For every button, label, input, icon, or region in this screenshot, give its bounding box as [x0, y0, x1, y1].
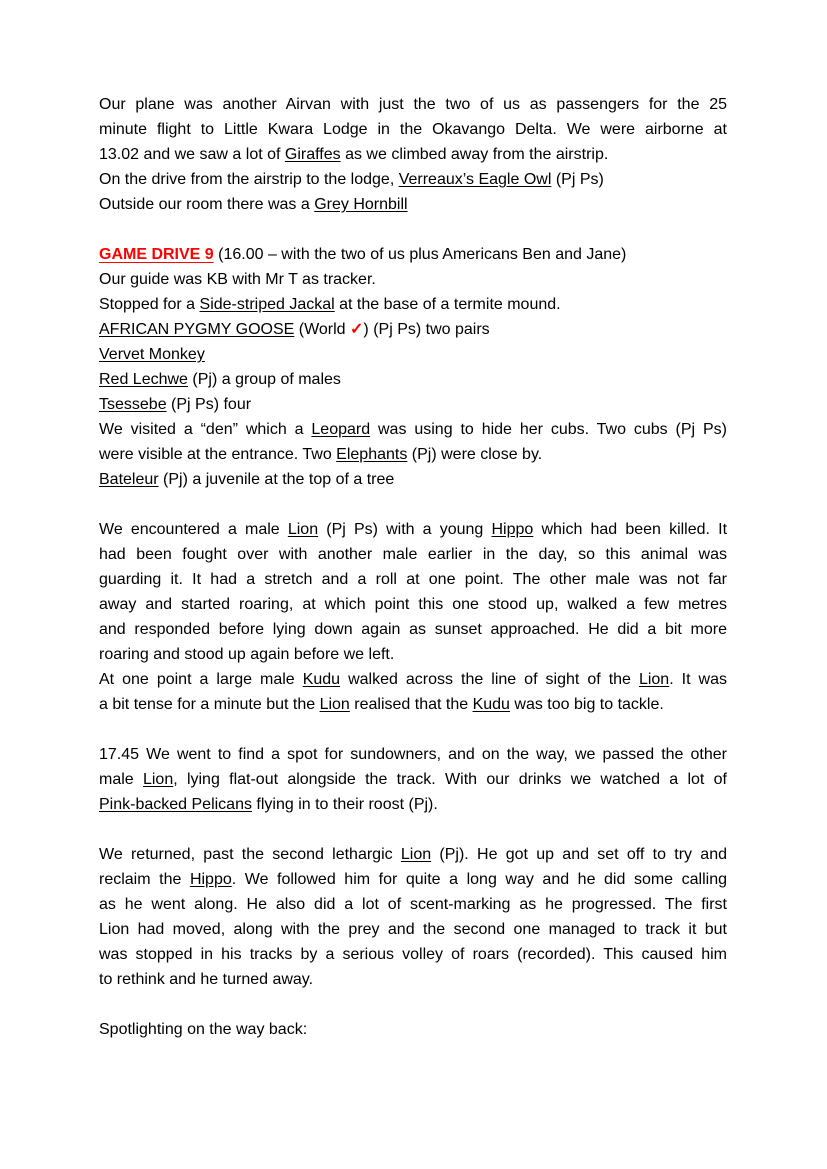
underlined-term: Elephants — [336, 446, 408, 463]
body-text: At one point a large male — [99, 671, 303, 688]
body-text: was too big to tackle. — [509, 696, 664, 713]
underlined-term: Kudu — [472, 696, 510, 713]
text-line — [99, 317, 727, 342]
body-text: had been fought over with another male earlier in the day, so this animal was — [99, 546, 727, 563]
text-line — [99, 517, 727, 542]
underlined-term: Kudu — [302, 671, 341, 688]
blank-line — [99, 992, 727, 1017]
body-text: Our guide was KB with Mr T as tracker. — [99, 271, 376, 288]
blank-line — [99, 817, 727, 842]
text-line — [99, 642, 727, 667]
text-line — [99, 142, 727, 167]
body-text: (Pj). He got up and set off to try and — [431, 846, 727, 863]
underlined-term: Giraffes — [284, 146, 341, 163]
body-text: We visited a “den” which a — [99, 421, 312, 438]
text-line — [99, 442, 727, 467]
body-text: We returned, past the second lethargic — [99, 846, 401, 863]
text-line — [99, 967, 727, 992]
text-line — [99, 367, 727, 392]
text-line — [99, 267, 727, 292]
body-text: (Pj) a group of males — [187, 371, 341, 388]
text-line — [99, 692, 727, 717]
body-text: to rethink and he turned away. — [99, 971, 314, 988]
underlined-term: Bateleur — [99, 471, 159, 488]
text-line — [99, 667, 727, 692]
checkmark-icon: ✓ — [350, 321, 364, 338]
body-text: ) (Pj Ps) two pairs — [363, 321, 490, 338]
text-line — [99, 467, 727, 492]
body-text: Spotlighting on the way back: — [99, 1021, 308, 1038]
underlined-term: Hippo — [189, 871, 232, 888]
underlined-term: Hippo — [491, 521, 534, 538]
underlined-term: Tsessebe — [99, 396, 167, 413]
text-line — [99, 917, 727, 942]
text-line — [99, 117, 727, 142]
text-line — [99, 167, 727, 192]
body-text: (Pj Ps) four — [166, 396, 252, 413]
underlined-term: Lion — [142, 771, 174, 788]
text-line — [99, 767, 727, 792]
underlined-term: Lion — [400, 846, 432, 863]
body-text: We encountered a male — [99, 521, 288, 538]
body-text: 13.02 and we saw a lot of — [99, 146, 285, 163]
underlined-term: Red Lechwe — [99, 371, 188, 388]
body-text: 17.45 We went to find a spot for sundowners, and on the way, we passed the other — [99, 746, 727, 763]
underlined-term: AFRICAN PYGMY GOOSE — [99, 321, 295, 338]
body-text: (Pj Ps) — [551, 171, 604, 188]
body-text: guarding it. It had a stretch and a roll at one point. The other male was not far — [99, 571, 727, 588]
body-text: reclaim the — [99, 871, 190, 888]
text-line — [99, 942, 727, 967]
text-line — [99, 292, 727, 317]
text-line — [99, 567, 727, 592]
underlined-term: Vervet Monkey — [99, 346, 205, 363]
body-text: away and started roaring, at which point this one stood up, walked a few metres — [99, 596, 727, 613]
text-line — [99, 792, 727, 817]
text-line — [99, 242, 727, 267]
body-text: , lying flat-out alongside the track. With our drinks we watched a lot of — [173, 771, 728, 788]
text-line — [99, 92, 727, 117]
underlined-term: Pink-backed Pelicans — [99, 796, 252, 813]
body-text: was stopped in his tracks by a serious volley of roars (recorded). This caused him — [99, 946, 727, 963]
underlined-term: Verreaux’s Eagle Owl — [398, 171, 552, 188]
body-text: walked across the line of sight of the — [340, 671, 639, 688]
body-text: male — [99, 771, 143, 788]
text-line — [99, 192, 727, 217]
body-text: Our plane was another Airvan with just the two of us as passengers for the 25 — [99, 96, 727, 113]
body-text: Stopped for a — [99, 296, 200, 313]
text-line — [99, 417, 727, 442]
body-text: as we climbed away from the airstrip. — [340, 146, 609, 163]
underlined-term: Lion — [287, 521, 319, 538]
body-text: at the base of a termite mound. — [334, 296, 561, 313]
text-line — [99, 867, 727, 892]
body-text: flying in to their roost (Pj). — [251, 796, 438, 813]
underlined-term: Lion — [319, 696, 350, 713]
body-text: and responded before lying down again as sunset approached. He did a bit more — [99, 621, 727, 638]
text-line — [99, 1017, 727, 1042]
underlined-term: Leopard — [311, 421, 371, 438]
body-text: roaring and stood up again before we left. — [99, 646, 395, 663]
body-text: a bit tense for a minute but the — [99, 696, 320, 713]
text-line — [99, 617, 727, 642]
body-text: On the drive from the airstrip to the lodge, — [99, 171, 399, 188]
body-text: Lion had moved, along with the prey and the second one managed to track it but — [99, 921, 727, 938]
underlined-term: Lion — [638, 671, 670, 688]
body-text: (World — [294, 321, 351, 338]
blank-line — [99, 717, 727, 742]
body-text: . It was — [669, 671, 727, 688]
body-text: realised that the — [349, 696, 473, 713]
body-text: (Pj) were close by. — [407, 446, 543, 463]
text-line — [99, 592, 727, 617]
body-text: as he went along. He also did a lot of scent-marking as he progressed. The first — [99, 896, 727, 913]
body-text: minute flight to Little Kwara Lodge in the Okavango Delta. We were airborne at — [99, 121, 727, 138]
blank-line — [99, 492, 727, 517]
body-text: was using to hide her cubs. Two cubs (Pj Ps) — [370, 421, 727, 438]
body-text: which had been killed. It — [533, 521, 728, 538]
text-line — [99, 742, 727, 767]
text-line — [99, 542, 727, 567]
text-line — [99, 842, 727, 867]
blank-line — [99, 217, 727, 242]
document-body — [99, 92, 727, 1042]
text-line — [99, 342, 727, 367]
body-text: were visible at the entrance. Two — [99, 446, 337, 463]
body-text: (16.00 – with the two of us plus Americans Ben and Jane) — [213, 246, 627, 263]
section-heading: GAME DRIVE 9 — [99, 246, 214, 263]
text-line — [99, 392, 727, 417]
text-line — [99, 892, 727, 917]
body-text: . We followed him for quite a long way and he did some calling — [231, 871, 727, 888]
body-text: Outside our room there was a — [99, 196, 315, 213]
underlined-term: Side-striped Jackal — [199, 296, 335, 313]
body-text: (Pj) a juvenile at the top of a tree — [158, 471, 395, 488]
body-text: (Pj Ps) with a young — [318, 521, 492, 538]
underlined-term: Grey Hornbill — [314, 196, 408, 213]
